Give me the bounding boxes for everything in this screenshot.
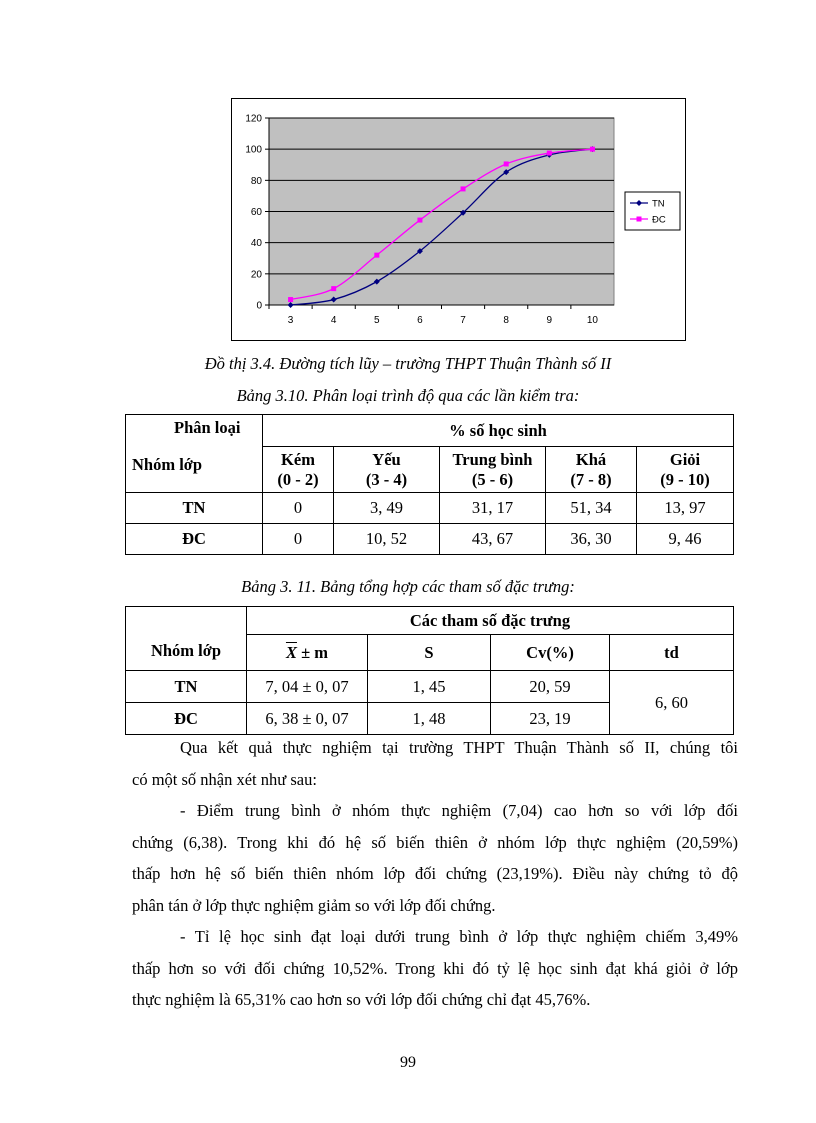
table-cell: 9, 46 (637, 524, 734, 555)
data-point (288, 297, 293, 302)
table1-corner-bottom: Nhóm lớp (132, 455, 203, 474)
table1-col-2: Trung bình (5 - 6) (440, 447, 546, 493)
table-cell: 3, 49 (334, 493, 440, 524)
paragraph-1: Qua kết quả thực nghiệm tại trường THPT Thuận Thành số II, chúng tôi có một số nhận xét như sau: (132, 738, 738, 789)
y-tick-label: 80 (250, 175, 262, 187)
parameters-table (125, 606, 734, 735)
table2-caption: Bảng 3. 11. Bảng tổng hợp các tham số đặc trưng: (241, 577, 575, 596)
x-tick-label: 4 (330, 315, 337, 326)
table-cell: 31, 17 (440, 493, 546, 524)
table2-group-header: Các tham số đặc trưng (247, 607, 734, 635)
table2-col-td: td (610, 635, 734, 671)
x-tick-label: 9 (546, 315, 553, 326)
table1-caption: Bảng 3.10. Phân loại trình độ qua các lần kiểm tra: (236, 386, 580, 405)
table-cell: 20, 59 (491, 671, 610, 703)
td-value: 6, 60 (610, 671, 734, 735)
y-tick-label: 60 (250, 207, 262, 218)
table1-col-3: Khá (7 - 8) (546, 447, 637, 493)
chart-caption: Đồ thị 3.4. Đường tích lũy – trường THPT Thuận Thành số II (204, 354, 612, 373)
table1-group-header: % số học sinh (263, 415, 734, 447)
table1-col-1: Yếu (3 - 4) (334, 447, 440, 493)
data-point (331, 286, 336, 291)
data-point (461, 186, 466, 191)
classification-table (125, 414, 734, 555)
legend-label: ĐC (652, 214, 666, 226)
table-cell: 6, 38 ± 0, 07 (247, 703, 368, 735)
table-cell: 7, 04 ± 0, 07 (247, 671, 368, 703)
cumulative-chart (231, 98, 686, 341)
table1-corner (126, 415, 263, 493)
table-cell: 43, 67 (440, 524, 546, 555)
x-tick-label: 8 (503, 315, 509, 326)
table2-col-s: S (368, 635, 491, 671)
legend-label: TN (652, 198, 665, 210)
table-cell: 13, 97 (637, 493, 734, 524)
table1-col-0: Kém (0 - 2) (263, 447, 334, 493)
x-tick-label: 6 (417, 315, 423, 326)
table2-row-header: Nhóm lớp (126, 607, 247, 671)
data-point (504, 161, 509, 166)
table-cell: 0 (263, 493, 334, 524)
row-label: TN (126, 671, 247, 703)
table-cell: 1, 48 (368, 703, 491, 735)
table-cell: 23, 19 (491, 703, 610, 735)
table2-col-cv: Cv(%) (491, 635, 610, 671)
y-tick-label: 120 (245, 113, 262, 125)
table-cell: 51, 34 (546, 493, 637, 524)
x-tick-label: 5 (374, 315, 380, 326)
data-point (547, 151, 552, 156)
table-row (126, 524, 734, 555)
table-cell: 0 (263, 524, 334, 555)
table-row (126, 671, 734, 703)
table-cell: 10, 52 (334, 524, 440, 555)
paragraph-2: - Điểm trung bình ở nhóm thực nghiệm (7,04) cao hơn so với lớp đối chứng (6,38). Trong khi đó hệ số biến thiên ở nhóm lớp thực nghiệm (20,59%) thấp hơn hệ số biến thiên nhóm lớp đối chứng (23,19%). Điều này chứng tỏ độ phân tán ở lớp thực nghiệm giảm so với lớp đối chứng. (132, 801, 738, 915)
x-tick-label: 7 (460, 315, 466, 326)
table-row (126, 493, 734, 524)
table1-corner-top: Phân loại (174, 418, 241, 437)
y-tick-label: 0 (256, 300, 262, 312)
data-point (374, 253, 379, 258)
x-tick-label: 3 (287, 315, 294, 326)
y-tick-label: 100 (245, 144, 262, 156)
y-tick-label: 40 (250, 238, 262, 250)
row-label: ĐC (126, 703, 247, 735)
table1-col-4: Giỏi (9 - 10) (637, 447, 734, 493)
row-label: TN (126, 493, 263, 524)
chart-svg (232, 99, 685, 340)
row-label: ĐC (126, 524, 263, 555)
data-point (590, 147, 595, 152)
data-point (417, 218, 422, 223)
y-tick-label: 20 (250, 269, 262, 281)
table-cell: 36, 30 (546, 524, 637, 555)
x-tick-label: 10 (586, 315, 598, 326)
table2-col-mean: $\overline{X} \pm m$ (247, 635, 368, 671)
page-number: 99 (400, 1054, 416, 1071)
table-cell: 1, 45 (368, 671, 491, 703)
legend-marker (637, 217, 642, 222)
paragraph-3: - Tỉ lệ học sinh đạt loại dưới trung bình ở lớp thực nghiệm chiếm 3,49% thấp hơn so với đối chứng 10,52%. Trong khi đó tỷ lệ học sinh đạt khá giỏi ở lớp thực nghiệm là 65,31% cao hơn so với lớp đối chứng chỉ đạt 45,76%. (132, 927, 738, 1009)
